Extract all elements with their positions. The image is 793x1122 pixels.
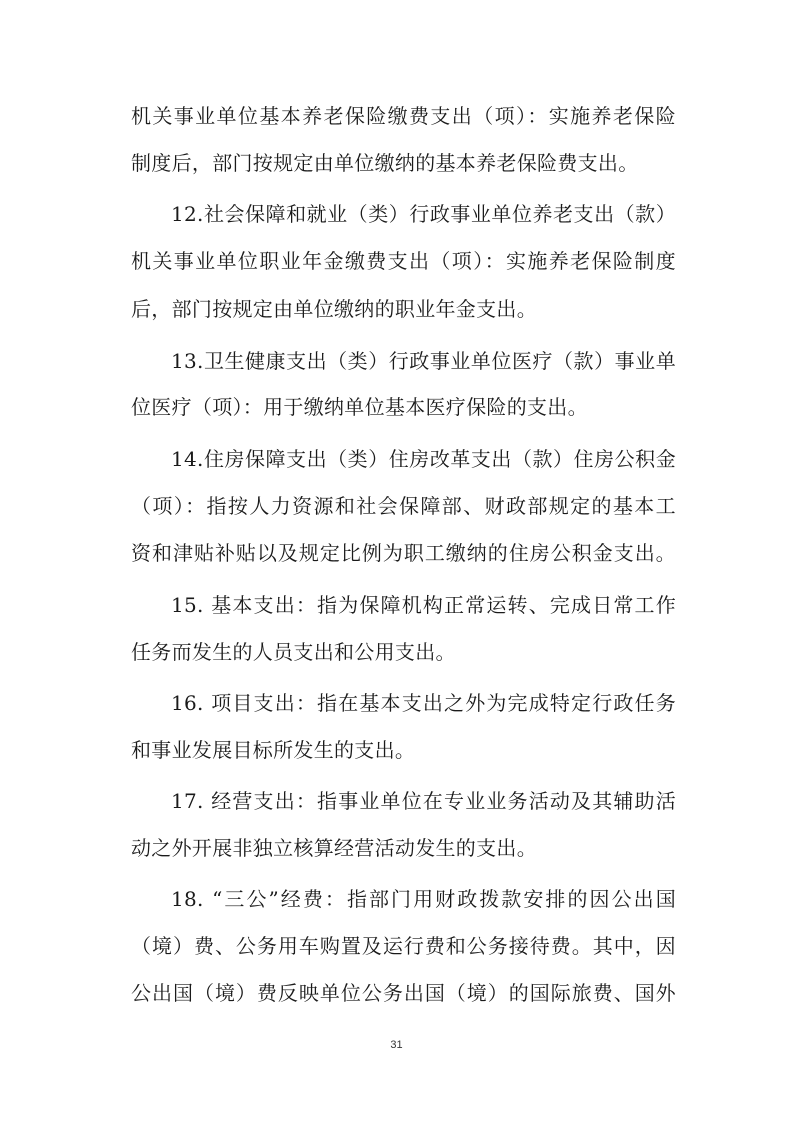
paragraph-line: 公出国（境）费反映单位公务出国（境）的国际旅费、国外 [131, 981, 676, 1005]
paragraph-line: 任务而发生的人员支出和公用支出。 [131, 640, 456, 664]
paragraph-line: 18. “三公”经费：指部门用财政拨款安排的因公出国 [171, 887, 676, 911]
paragraph-line: 后，部门按规定由单位缴纳的职业年金支出。 [131, 297, 537, 321]
paragraph-line: 17. 经营支出：指事业单位在专业业务活动及其辅助活 [171, 789, 676, 813]
paragraph-line: 动之外开展非独立核算经营活动发生的支出。 [131, 836, 537, 860]
paragraph-line: （境）费、公务用车购置及运行费和公务接待费。其中，因 [131, 934, 676, 958]
paragraph-line: （项）：指按人力资源和社会保障部、财政部规定的基本工 [131, 494, 676, 518]
paragraph-line: 制度后，部门按规定由单位缴纳的基本养老保险费支出。 [131, 151, 639, 175]
page-number: 31 [390, 1039, 403, 1051]
paragraph-line: 13.卫生健康支出（类）行政事业单位医疗（款）事业单 [171, 349, 676, 373]
paragraph-line: 位医疗（项）：用于缴纳单位基本医疗保险的支出。 [131, 395, 588, 419]
paragraph-line: 资和津贴补贴以及规定比例为职工缴纳的住房公积金支出。 [131, 541, 676, 565]
paragraph-line: 15. 基本支出：指为保障机构正常运转、完成日常工作 [171, 593, 676, 617]
paragraph-line: 12.社会保障和就业（类）行政事业单位养老支出（款） [171, 202, 676, 226]
paragraph-line: 机关事业单位职业年金缴费支出（项）：实施养老保险制度 [131, 249, 676, 273]
paragraph-line: 16. 项目支出：指在基本支出之外为完成特定行政任务 [171, 691, 676, 715]
paragraph-line: 机关事业单位基本养老保险缴费支出（项）：实施养老保险 [131, 104, 676, 128]
paragraph-line: 和事业发展目标所发生的支出。 [131, 738, 416, 762]
paragraph-line: 14.住房保障支出（类）住房改革支出（款）住房公积金 [171, 447, 676, 471]
